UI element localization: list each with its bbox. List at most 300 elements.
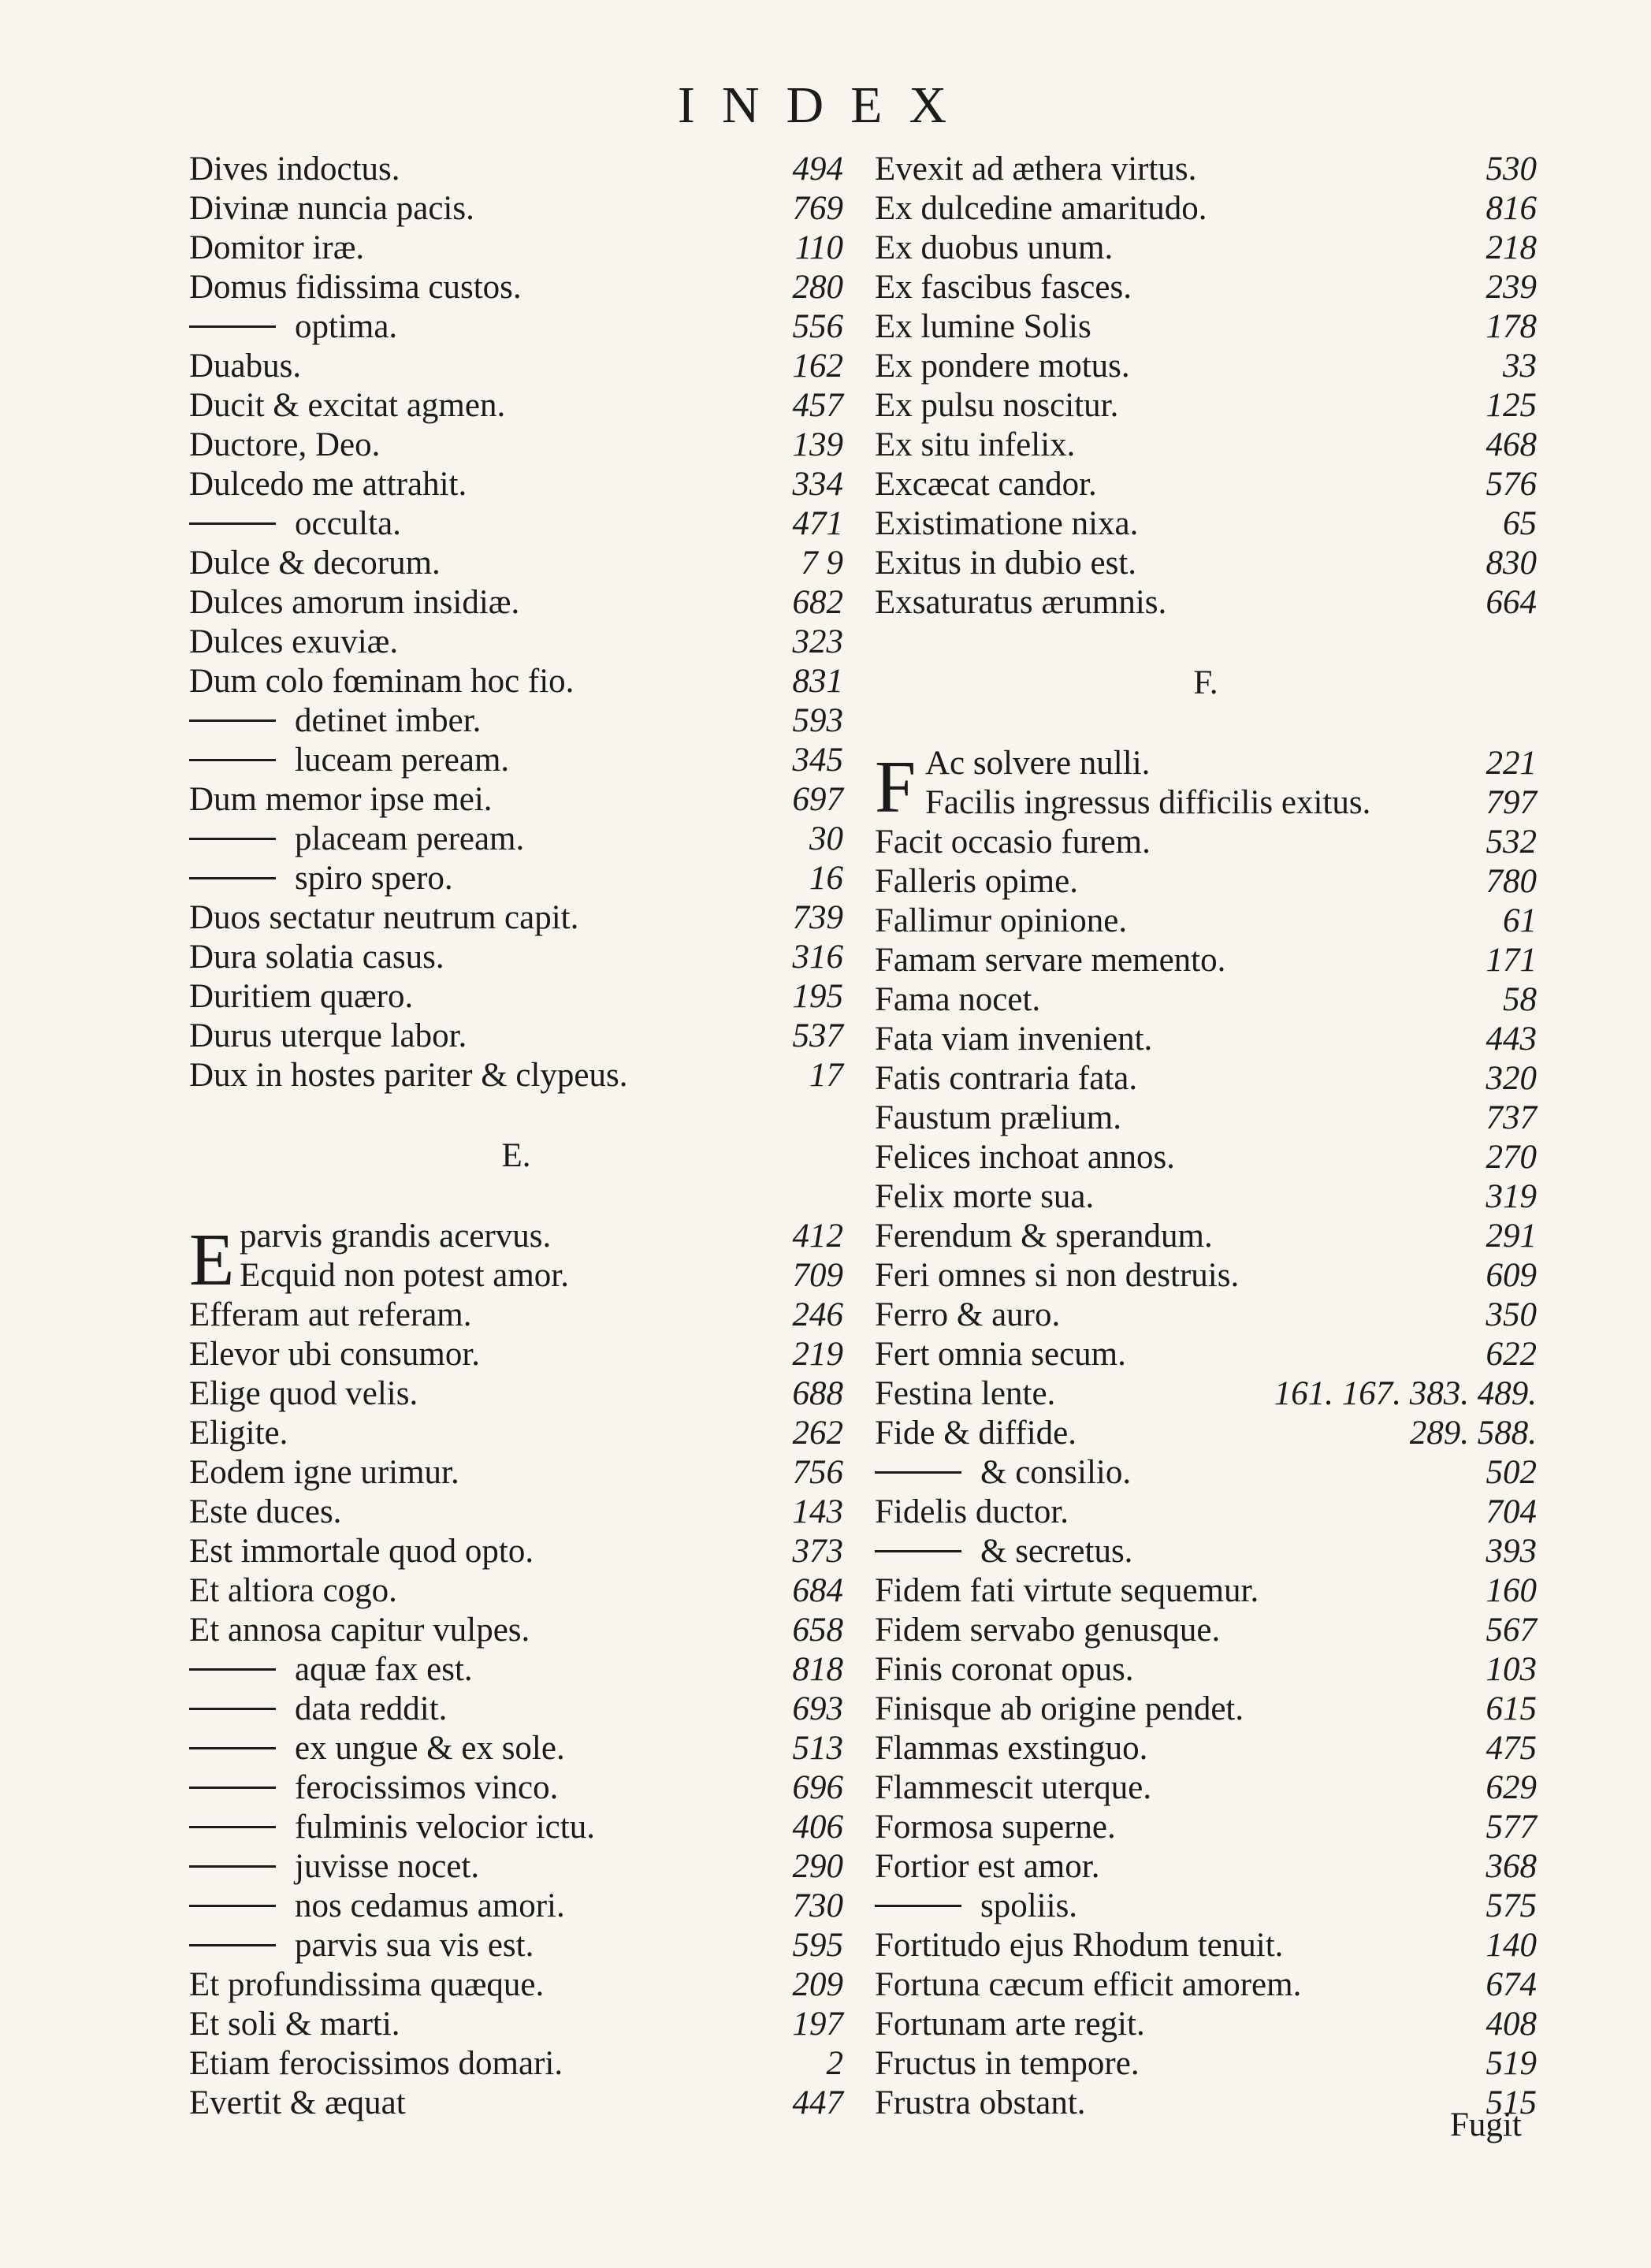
entry-text: Durus uterque labor. [189,1017,467,1054]
entry-text: Et altiora cogo. [189,1572,397,1609]
entry-text: nos cedamus amori. [295,1887,565,1924]
index-entry [875,386,1537,426]
entry-page-number: 110 [794,229,843,266]
entry-text: Duos sectatur neutrum capit. [189,899,579,936]
entry-text: Flammas exstinguo. [875,1730,1148,1767]
entry-motto [189,820,725,859]
entry-page-number: 831 [792,663,843,700]
entry-text: Etiam ferocissimos domari. [189,2045,563,2082]
entry-motto [189,1650,725,1690]
index-entry [189,1611,843,1650]
index-entry [189,1571,843,1611]
index-entry [189,898,843,938]
entry-motto [875,1926,1419,1965]
entry-page-number: 830 [1486,545,1537,582]
entry-page-number: 280 [792,269,843,306]
index-entry [875,1296,1537,1335]
entry-motto [189,2005,725,2044]
index-entry [189,583,843,623]
entry-motto [189,2084,725,2123]
entry-text: Fallimur opinione. [875,902,1128,939]
index-entry [875,1493,1537,1532]
index-entry [875,1335,1537,1374]
entry-text: Evexit ad æthera virtus. [875,151,1197,188]
entry-page-number: 221 [1486,745,1537,782]
drop-cap-block-e [189,1217,843,1301]
index-entry [189,1335,843,1374]
entry-page-number: 537 [792,1017,843,1054]
entry-text: Exsaturatus ærumnis. [875,584,1167,621]
entry-text: Fidelis ductor. [875,1493,1069,1530]
entry-text: Et soli & marti. [189,2006,400,2043]
entry-text: Ducit & excitat agmen. [189,387,506,424]
entry-page-number: 408 [1486,2006,1537,2043]
entry-motto [875,229,1419,268]
entry-text: Ex pulsu noscitur. [875,387,1119,424]
entry-motto [189,741,725,780]
index-entry [189,1965,843,2005]
entry-motto [189,1532,725,1571]
entry-page-number: 532 [1486,824,1537,861]
entry-page-number: 595 [792,1927,843,1964]
entry-text: Falleris opime. [875,863,1078,900]
index-entry [189,1768,843,1808]
entry-text: Dulce & decorum. [189,545,441,582]
entry-motto [875,386,1419,426]
entry-text: Divinæ nuncia pacis. [189,190,474,227]
entry-motto [875,1808,1419,1847]
entry-text: Finis coronat opus. [875,1651,1134,1688]
index-entry [189,938,843,977]
entry-page-number: 218 [1486,229,1537,266]
entry-page-number: 576 [1486,466,1537,503]
index-entry [875,1059,1537,1099]
entry-text: Ex situ infelix. [875,426,1076,463]
entry-motto [189,347,725,386]
entry-motto [189,780,725,820]
entry-page-number: 693 [792,1690,843,1727]
index-entry [875,1256,1537,1296]
group-f-first-list [875,744,1537,828]
entry-page-number: 289. 588. [1409,1415,1537,1452]
entry-page-number: 769 [792,190,843,227]
entry-page-number: 125 [1486,387,1537,424]
entry-text: Ex fascibus fasces. [875,269,1132,306]
index-entry [875,1965,1537,2005]
entry-motto [875,1571,1419,1611]
entry-motto [189,2044,725,2084]
entry-text: Et profundissima quæque. [189,1966,545,2003]
index-entry [189,623,843,662]
entry-motto [189,307,725,347]
entry-text: Fidem servabo genusque. [875,1612,1221,1649]
entry-page-number: 320 [1486,1060,1537,1097]
index-entry [189,2044,843,2084]
entry-text: ex ungue & ex sole. [295,1730,565,1767]
group-e-continued-list [875,150,1537,623]
entry-page-number: 195 [792,978,843,1015]
ditto-dash [189,1826,276,1828]
entry-motto [189,150,725,189]
ditto-dash [189,1668,276,1671]
entry-page-number: 530 [1486,151,1537,188]
entry-text: ferocissimos vinco. [295,1769,559,1806]
entry-text: Dulces amorum insidiæ. [189,584,520,621]
index-entry [875,1532,1537,1571]
entry-motto [189,1335,725,1374]
entry-motto [189,386,725,426]
entry-page-number: 756 [792,1454,843,1491]
entry-text: Dives indoctus. [189,151,400,188]
entry-text: spoliis. [980,1887,1078,1924]
entry-page-number: 704 [1486,1493,1537,1530]
entry-text: Eodem igne urimur. [189,1454,459,1491]
entry-text: Finisque ab origine pendet. [875,1690,1244,1727]
index-entry [875,150,1537,189]
entry-motto [875,902,1419,941]
entry-text: Dux in hostes pariter & clypeus. [189,1057,628,1094]
index-entry [189,977,843,1017]
entry-page-number: 684 [792,1572,843,1609]
entry-motto [189,701,725,741]
entry-motto [189,1296,725,1335]
ditto-dash [875,1550,961,1552]
drop-cap-f: F [875,746,917,828]
index-entry [189,780,843,820]
entry-motto [189,1808,725,1847]
entry-motto [875,1374,1274,1414]
index-entry [875,1729,1537,1768]
entry-motto [189,1768,725,1808]
entry-page-number: 709 [792,1257,843,1294]
entry-motto [189,544,725,583]
ditto-dash [189,1708,276,1710]
entry-text: Fama nocet. [875,981,1041,1018]
entry-page-number: 393 [1486,1533,1537,1570]
entry-motto [189,1217,725,1256]
entry-page-number: 2 [826,2045,843,2082]
entry-motto [875,980,1419,1020]
index-entry [875,1887,1537,1926]
entry-text: Exitus in dubio est. [875,545,1137,582]
entry-text: Felices inchoat annos. [875,1139,1175,1176]
entry-motto [875,1296,1419,1335]
entry-page-number: 682 [792,584,843,621]
index-entry [875,2005,1537,2044]
entry-motto [875,2084,1419,2123]
entry-text: Fortitudo ejus Rhodum tenuit. [875,1927,1284,1964]
entry-text: Fortunam arte regit. [875,2006,1145,2043]
entry-page-number: 515 [1486,2084,1537,2121]
entry-page-number: 334 [792,466,843,503]
page-title: INDEX [677,76,974,134]
index-entry [875,1020,1537,1059]
entry-text: optima. [295,308,398,345]
entry-text: Efferam aut referam. [189,1296,472,1333]
index-entry [875,1217,1537,1256]
entry-motto [189,623,725,662]
group-d-list [189,150,843,1095]
index-entry [189,1453,843,1493]
ditto-dash [189,1747,276,1749]
entry-text: & consilio. [980,1454,1132,1491]
entry-text: Fata viam invenient. [875,1021,1153,1058]
index-entry [875,783,1537,823]
index-entry [875,1414,1537,1453]
index-entry [875,744,1537,783]
entry-motto [189,1611,725,1650]
entry-motto [189,189,725,229]
entry-page-number: 412 [792,1218,843,1255]
index-entry [189,347,843,386]
left-column [189,150,843,2123]
entry-page-number: 697 [792,781,843,818]
index-entry [875,504,1537,544]
entry-text: Formosa superne. [875,1809,1116,1846]
index-entry [875,347,1537,386]
entry-text: Este duces. [189,1493,342,1530]
index-entry [189,820,843,859]
entry-page-number: 140 [1486,1927,1537,1964]
entry-text: Duritiem quæro. [189,978,414,1015]
entry-motto [189,504,725,544]
entry-page-number: 171 [1486,942,1537,979]
entry-page-number: 58 [1503,981,1537,1018]
entry-page-number: 502 [1486,1454,1537,1491]
entry-page-number: 629 [1486,1769,1537,1806]
entry-page-number: 323 [792,623,843,660]
index-entry [875,1099,1537,1138]
index-entry [875,1808,1537,1847]
entry-motto [875,1138,1419,1177]
ditto-dash [189,838,276,840]
index-entry [189,1217,843,1256]
index-entry [875,189,1537,229]
index-entry [189,504,843,544]
index-entry [875,229,1537,268]
entry-motto [875,1611,1419,1650]
entry-page-number: 16 [809,860,843,897]
entry-page-number: 61 [1503,902,1537,939]
entry-page-number: 696 [792,1769,843,1806]
index-entry [875,1374,1537,1414]
entry-text: Ex pondere motus. [875,348,1130,385]
index-entry [189,229,843,268]
ditto-dash [189,877,276,879]
entry-motto [875,504,1419,544]
index-entry [875,1650,1537,1690]
entry-motto [875,783,1419,823]
entry-motto [189,1056,725,1095]
entry-page-number: 239 [1486,269,1537,306]
entry-page-number: 475 [1486,1730,1537,1767]
entry-motto [189,1887,725,1926]
index-entry [189,1374,843,1414]
entry-page-number: 513 [792,1730,843,1767]
entry-text: Ferro & auro. [875,1296,1061,1333]
entry-text: Ferendum & sperandum. [875,1218,1213,1255]
entry-text: Excæcat candor. [875,466,1097,503]
entry-motto [875,1768,1419,1808]
index-entry [189,307,843,347]
entry-text: Facilis ingressus difficilis exitus. [925,784,1371,821]
entry-page-number: 139 [792,426,843,463]
index-entry [875,2084,1537,2123]
entry-page-number: 615 [1486,1690,1537,1727]
entry-text: Fructus in tempore. [875,2045,1140,2082]
entry-text: parvis grandis acervus. [240,1218,552,1255]
entry-motto [875,189,1419,229]
entry-page-number: 65 [1503,505,1537,542]
entry-motto [875,862,1419,902]
entry-page-number: 246 [792,1296,843,1333]
entry-motto [189,1453,725,1493]
entry-page-number: 447 [792,2084,843,2121]
entry-page-number: 373 [792,1533,843,1570]
entry-page-number: 457 [792,387,843,424]
entry-text: luceam peream. [295,742,510,779]
entry-page-number: 103 [1486,1651,1537,1688]
entry-text: juvisse nocet. [295,1848,480,1885]
index-entry [189,465,843,504]
entry-motto [875,307,1419,347]
entry-text: Ex lumine Solis [875,308,1091,345]
entry-text: placeam peream. [295,820,525,857]
drop-cap-block-f [875,744,1537,828]
entry-text: Frustra obstant. [875,2084,1086,2121]
entry-text: Dum colo fœminam hoc fio. [189,663,575,700]
index-entry [189,426,843,465]
ditto-dash [189,759,276,761]
entry-motto [875,1532,1419,1571]
entry-text: Ex duobus unum. [875,229,1114,266]
ditto-dash [189,1905,276,1907]
entry-motto [875,1414,1410,1453]
index-entry [189,1256,843,1296]
entry-motto [189,268,725,307]
entry-motto [189,229,725,268]
entry-page-number: 556 [792,308,843,345]
entry-motto [875,1650,1419,1690]
entry-page-number: 291 [1486,1218,1537,1255]
entry-text: Dum memor ipse mei. [189,781,493,818]
index-entry [189,741,843,780]
entry-motto [189,1690,725,1729]
entry-motto [875,941,1419,980]
entry-page-number: 658 [792,1612,843,1649]
entry-motto [189,1414,725,1453]
entry-motto [875,150,1419,189]
entry-text: Evertit & æquat [189,2084,406,2121]
entry-motto [189,1493,725,1532]
entry-motto [875,1059,1419,1099]
index-entry [189,1690,843,1729]
ditto-dash [875,1471,961,1474]
entry-page-number: 818 [792,1651,843,1688]
entry-motto [875,268,1419,307]
ditto-dash [875,1905,961,1907]
entry-page-number: 737 [1486,1099,1537,1136]
entry-page-number: 797 [1486,784,1537,821]
entry-page-number: 494 [792,151,843,188]
entry-motto [875,1217,1419,1256]
entry-page-number: 319 [1486,1178,1537,1215]
entry-text: Fidem fati virtute sequemur. [875,1572,1259,1609]
drop-cap-e: E [189,1219,235,1301]
index-entry [875,465,1537,504]
ditto-dash [189,522,276,525]
entry-page-number: 270 [1486,1139,1537,1176]
entry-text: & secretus. [980,1533,1133,1570]
entry-motto [875,744,1419,783]
entry-motto [875,2005,1419,2044]
index-entry [189,1729,843,1768]
index-entry [875,1926,1537,1965]
ditto-dash [189,1944,276,1946]
entry-page-number: 17 [809,1057,843,1094]
index-entry [875,1571,1537,1611]
entry-text: aquæ fax est. [295,1651,473,1688]
index-entry [189,1493,843,1532]
entry-text: detinet imber. [295,702,482,739]
entry-page-number: 471 [792,505,843,542]
entry-motto [875,2044,1419,2084]
entry-page-number: 730 [792,1887,843,1924]
entry-page-number: 143 [792,1493,843,1530]
index-entry [875,941,1537,980]
entry-page-number: 160 [1486,1572,1537,1609]
index-entry [189,1017,843,1056]
entry-text: Ductore, Deo. [189,426,381,463]
index-entry [875,1138,1537,1177]
index-entry [189,1887,843,1926]
index-entry [189,1847,843,1887]
entry-text: fulminis velocior ictu. [295,1809,595,1846]
entry-page-number: 7 9 [801,545,843,582]
index-entry [189,701,843,741]
entry-motto [875,583,1419,623]
index-entry [875,1847,1537,1887]
index-entry [189,662,843,701]
entry-page-number: 739 [792,899,843,936]
entry-motto [189,1374,725,1414]
entry-text: Felix morte sua. [875,1178,1095,1215]
entry-motto [875,1965,1419,2005]
entry-motto [189,1926,725,1965]
entry-page-number: 350 [1486,1296,1537,1333]
ditto-dash [189,1865,276,1868]
index-entry [189,1808,843,1847]
index-entry [875,268,1537,307]
entry-motto [189,1965,725,2005]
index-entry [875,1177,1537,1217]
entry-text: occulta. [295,505,401,542]
index-entry [189,1926,843,1965]
index-entry [875,426,1537,465]
index-entry [189,386,843,426]
entry-motto [189,465,725,504]
index-entry [875,307,1537,347]
index-entry [875,544,1537,583]
ditto-dash [189,719,276,722]
entry-text: Feri omnes si non destruis. [875,1257,1240,1294]
entry-motto [189,898,725,938]
entry-page-number: 688 [792,1375,843,1412]
entry-motto [875,1887,1419,1926]
group-e-first-list [189,1217,843,1301]
entry-text: Ac solvere nulli. [925,745,1151,782]
entry-text: Famam servare memento. [875,942,1226,979]
